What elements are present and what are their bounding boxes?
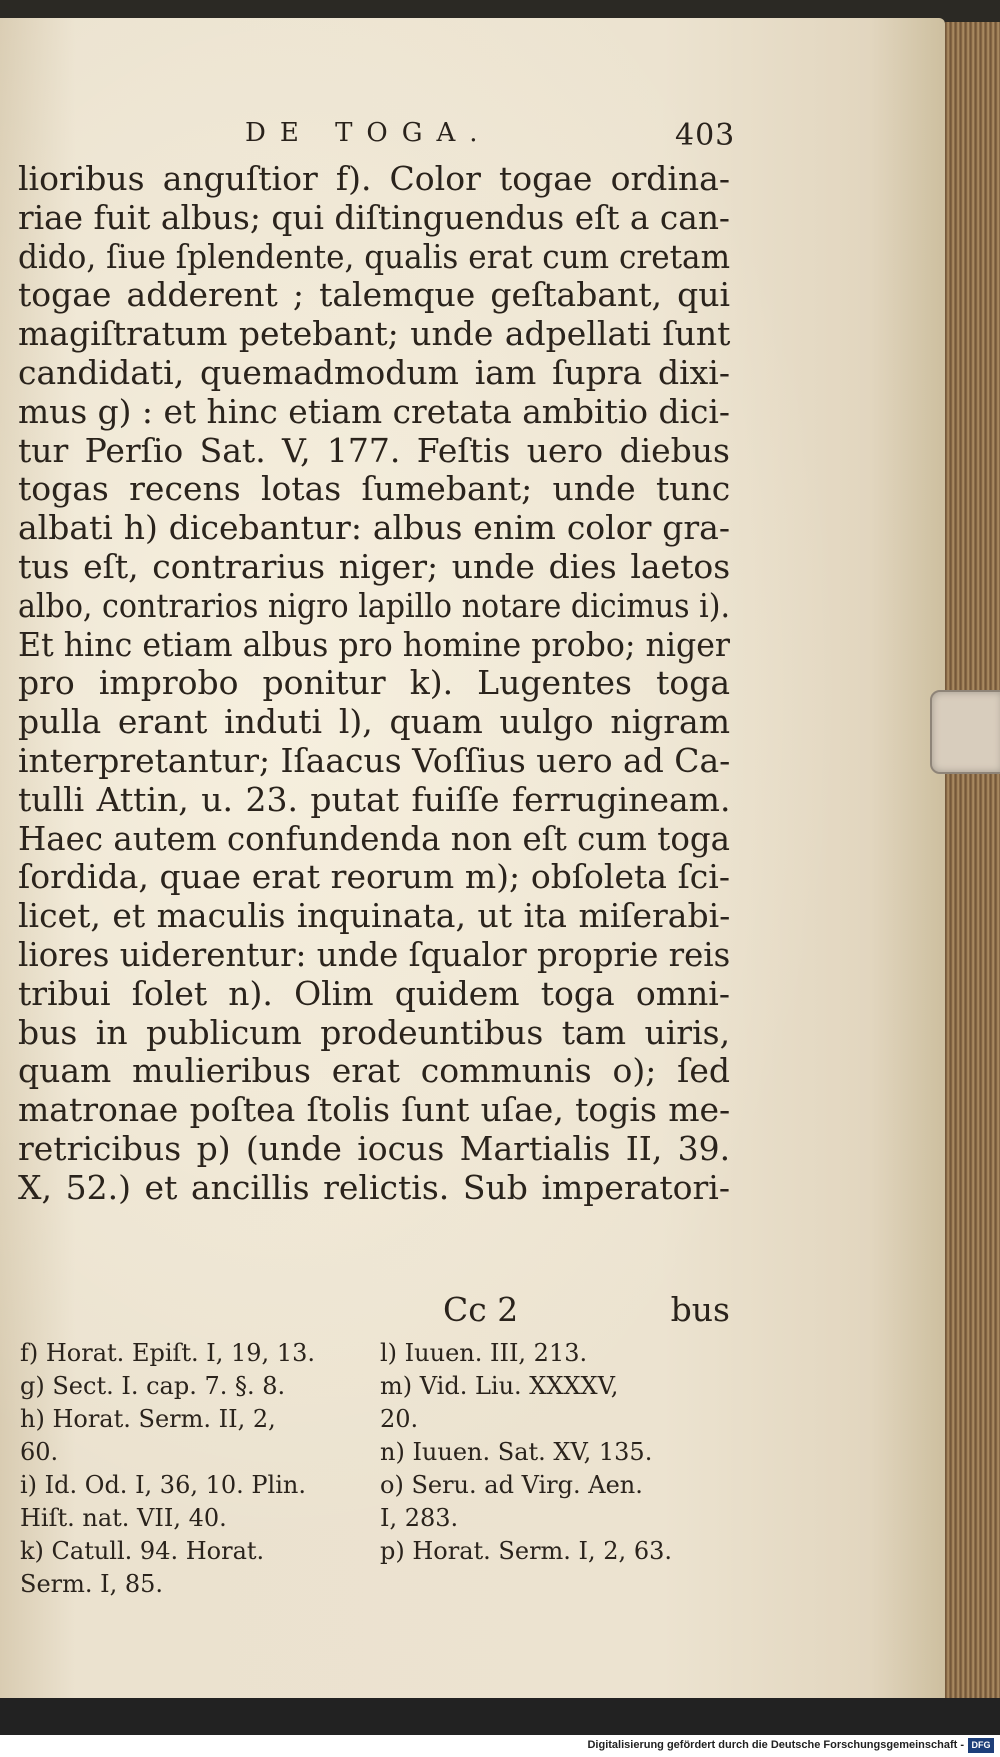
signature-mark: Cc 2 [443,1290,519,1329]
page-clip [930,690,1000,774]
running-title: DE TOGA. [245,118,492,148]
footnote-line: n) Iuuen. Sat. XV, 135. [380,1438,653,1466]
bottom-band [0,1698,1000,1735]
footnote-line: f) Horat. Epiſt. I, 19, 13. [20,1339,315,1367]
text-line: tulli Attin, u. 23. putat fuiſſe ferrugineam. [18,779,731,819]
footnote-line: i) Id. Od. I, 36, 10. Plin. [20,1471,306,1499]
text-line: albati h) dicebantur: albus enim color gra- [18,508,730,548]
text-line: dido, ſiue ſplendente, qualis erat cum cretam [18,236,730,276]
footnote-line: m) Vid. Liu. XXXXV, [380,1372,619,1400]
text-line: interpretantur; Iſaacus Voſſius uero ad Ca- [18,740,731,780]
text-line: mus g) : et hinc etiam cretata ambitio dici- [18,391,731,431]
footnote-line: Serm. I, 85. [20,1570,164,1598]
text-line: bus in publicum prodeuntibus tam uiris, [18,1012,731,1052]
catchword: bus [670,1290,730,1329]
footnote-line: 60. [20,1438,59,1466]
page-number: 403 [675,118,736,153]
text-line: tribui ſolet n). Olim quidem toga omni- [18,973,730,1013]
footnotes-right [380,1337,730,1568]
text-line: tus eſt, contrarius niger; unde dies laetos [18,546,731,586]
text-line: riae fuit albus; qui diſtinguendus eſt a can- [18,197,730,237]
text-line: lioribus anguſtior f). Color togae ordina- [18,159,730,198]
footnote-line: h) Horat. Serm. II, 2, [20,1405,276,1433]
text-line: pulla erant induti l), quam uulgo nigram [18,702,730,742]
text-line: pro improbo ponitur k). Lugentes toga [18,663,730,703]
text-line: candidati, quemadmodum iam ſupra dixi- [18,352,730,392]
catch-line [18,1290,730,1330]
text-line: Et hinc etiam albus pro homine probo; niger [18,624,730,664]
text-line: togae adderent ; talemque geſtabant, qui [18,275,731,315]
footnotes-left [20,1337,360,1601]
text-line: X, 52.) et ancillis relictis. Sub imperatori- [18,1167,730,1207]
text-line: ſordida, quae erat reorum m); obſoleta ſci- [18,857,730,897]
footnote-line: p) Horat. Serm. I, 2, 63. [380,1537,672,1565]
text-line: liores uiderentur: unde ſqualor proprie reis [18,934,731,974]
footnote-line: k) Catull. 94. Horat. [20,1537,265,1565]
footnote-line: g) Sect. I. cap. 7. §. 8. [20,1372,286,1400]
footnote-line: 20. [380,1405,419,1433]
page-edges [945,22,1000,1702]
footnote-line: I, 283. [380,1504,459,1532]
body-text [18,160,730,1208]
footnote-line: l) Iuuen. III, 213. [380,1339,588,1367]
text-line: togas recens lotas ſumebant; unde tunc [18,469,731,509]
dfg-logo: DFG [968,1738,994,1753]
text-line: magiſtratum petebant; unde adpellati ſunt [18,314,731,354]
text-line: matronae poſtea ſtolis ſunt uſae, togis me- [18,1090,731,1130]
text-line: quam mulieribus erat communis o); ſed [18,1051,730,1091]
text-line: albo, contrarios nigro lapillo notare dicimus i). [18,585,731,625]
text-line: licet, et maculis inquinata, ut ita miſerabi- [18,896,731,936]
footnote-line: Hiſt. nat. VII, 40. [20,1504,227,1532]
digitization-credit: Digitalisierung gefördert durch die Deutsche Forschungsgemeinschaft - [587,1739,964,1751]
text-line: retricibus p) (unde iocus Martialis II, 39. [18,1128,731,1168]
text-line: Haec autem confundenda non eſt cum toga [18,818,730,858]
footnote-line: o) Seru. ad Virg. Aen. [380,1471,643,1499]
text-line: tur Perſio Sat. V, 177. Feſtis uero diebus [18,430,730,470]
